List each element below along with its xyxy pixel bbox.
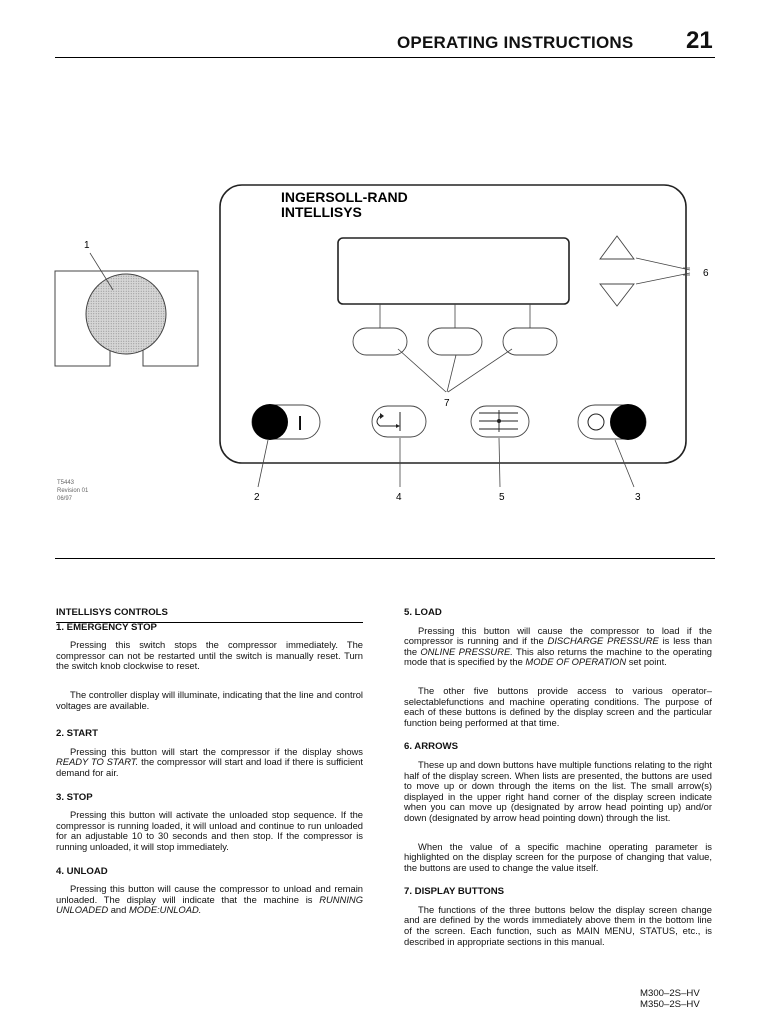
display-buttons-heading: 7. DISPLAY BUTTONS <box>404 886 505 898</box>
load-button <box>471 406 529 437</box>
unload-heading: 4. UNLOAD <box>56 865 108 877</box>
arrows-text: These up and down buttons have multiple functions relating to the right half of the display screen. When lists are presented, the buttons are used to move up or down through the items on the list. The small arrow(s) displayed in the upper right hand corner of the display screen indicate when you can move up (designated by arrow head pointing up) and/or down (designated by arrow head pointing down) through the list. <box>404 758 712 823</box>
stop-button <box>578 404 646 440</box>
callout-2: 2 <box>254 492 260 503</box>
brand-line2: INTELLISYS <box>281 204 362 220</box>
page-title: OPERATING INSTRUCTIONS <box>397 33 634 52</box>
load-heading: 5. LOAD <box>404 607 442 618</box>
emergency-stop-text-2: The controller display will illuminate, indicating that the line and control voltages are available. <box>56 688 363 711</box>
start-button <box>252 404 320 440</box>
right-column <box>404 608 712 947</box>
display-button-right <box>503 328 557 355</box>
stop-text: Pressing this button will activate the unloaded stop sequence. If the compressor is running loaded, it will unload and continue to run unloaded for an adjustable 10 to 30 seconds and then stop. If the compressor is running unloaded, it will stop immediately. <box>56 809 363 852</box>
model-footer <box>640 988 700 1010</box>
emergency-stop-knob <box>86 274 166 354</box>
emergency-stop-switch <box>55 253 198 366</box>
display-button-left <box>353 328 407 355</box>
callout-3: 3 <box>635 492 641 503</box>
emergency-stop-text: Pressing this switch stops the compressor immediately. The compressor can not be restarted until the switch is manually reset. Turn the switch knob clockwise to reset. <box>56 639 363 672</box>
display-buttons-text: The functions of the three buttons below the display screen change and are defined by the words immediately above them in the bottom line of the screen. Each function, such as MAIN MENU, STATUS, etc., is described in appropriate sections in this manual. <box>404 903 712 947</box>
brand-line1: INGERSOLL-RAND <box>281 189 408 205</box>
controls-heading: INTELLISYS CONTROLS <box>56 608 363 623</box>
figure-id-line1: T5443 <box>57 480 75 486</box>
callout-5: 5 <box>499 492 505 503</box>
display-buttons <box>353 304 557 392</box>
callout-1: 1 <box>84 240 90 251</box>
arrows-text-2: When the value of a specific machine operating parameter is highlighted on the display screen for the purpose of changing that value, the buttons are used to change the value itself. <box>404 840 712 873</box>
display-button-center <box>428 328 482 355</box>
arrow-buttons <box>600 236 690 306</box>
page-number: 21 <box>686 27 713 54</box>
figure-id-line2: Revision 01 <box>57 488 89 494</box>
figure-id-line3: 06/97 <box>57 496 73 502</box>
load-text-2: The other five buttons provide access to various operator–selectablefunctions and machine operating conditions. The purpose of each of these buttons is defined by the display screen and the particular function being performed at that time. <box>404 684 712 728</box>
callout-4: 4 <box>396 492 402 503</box>
model-line2: M350–2S–HV <box>640 999 700 1010</box>
callout-6: 6 <box>703 268 709 279</box>
stop-heading: 3. STOP <box>56 791 93 803</box>
arrows-heading: 6. ARROWS <box>404 741 459 753</box>
callout-7: 7 <box>444 398 450 409</box>
start-heading: 2. START <box>56 728 98 740</box>
unload-button <box>372 406 426 437</box>
left-column <box>56 608 363 916</box>
load-text: Pressing this button will cause the compressor to load if the compressor is running and if the DISCHARGE PRESSURE is less than the ONLINE PRESSURE. This also returns the machine to the operating mode that is specified by the MODE OF OPERATION set point. <box>404 624 713 668</box>
up-arrow-icon <box>600 236 634 259</box>
model-line1: M300–2S–HV <box>640 988 700 999</box>
start-text: Pressing this button will start the compressor if the display shows READY TO START. the compressor will start and load if there is sufficient demand for air. <box>56 745 363 778</box>
section-rule <box>55 558 715 559</box>
display-screen <box>338 238 569 304</box>
emergency-stop-heading: 1. EMERGENCY STOP <box>56 621 157 633</box>
start-symbol: I <box>297 413 303 435</box>
unload-text: Pressing this button will cause the compressor to unload and remain unloaded. The display will indicate that the machine is RUNNING UNLOADED and MODE:UNLOAD. <box>56 883 363 916</box>
down-arrow-icon <box>600 284 634 306</box>
